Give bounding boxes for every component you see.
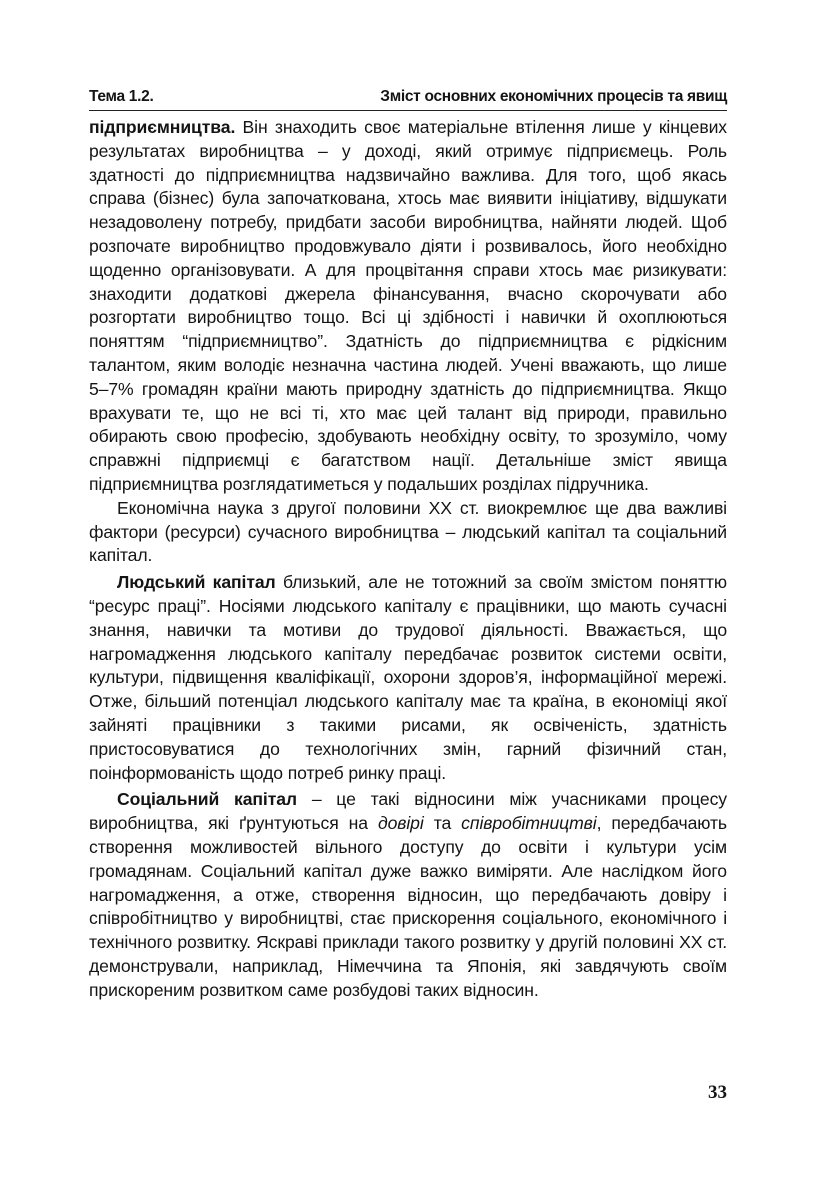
paragraph-text: Він знаходить своє матеріальне втілення лише у кінцевих результатах виробництва – у доході, який отримує підприємець. Роль здатності до підприємництва надзвичайно важлива. Для того, щоб якась справа (бізнес) була започаткована, хтось має виявити ініціативу, відшукати незадоволену потребу, придбати засоби виробництва, найняти людей. Щоб розпочате виробництво продовжувало діяти і розвивалось, його необхідно щоденно організовувати. А для процвітання справи хтось має ризикувати: знаходити додаткові джерела фінансування, вчасно скорочувати або розгортати виробництво тощо. Всі ці здібності і навички й охоплюються поняттям “підприємництво”. Здатність до підприємництва є рідкісним талантом, яким володіє незначна частина людей. Учені вважають, що лише 5–7% громадян країни мають природну здатність до підприємництва. Якщо врахувати те, що не всі ті, хто має цей талант від природи, правильно обирають свою професію, здобувають необхідну освіту, то зрозуміло, чому справжні підприємці є багатством нації. Детальніше зміст явища підприємництва розглядатиметься у подальших розділах підручника. [89,117,727,494]
section-title: Зміст основних економічних процесів та явищ [380,88,727,105]
paragraph-text: та [423,813,462,834]
emphasis-cooperation: співробітництві [461,813,597,834]
body-text [89,116,727,1002]
paragraph-new-factors [89,497,727,568]
topic-label: Тема 1.2. [89,88,154,105]
paragraph-text: Економічна наука з другої половини XX ст. виокремлює ще два важливі фактори (ресурси) сучасного виробництва – людський капітал та соціальний капітал. [89,497,727,566]
paragraph-text: близький, але не тотожний за своїм змістом поняттю “ресурс праці”. Носіями людського капіталу є працівники, що мають сучасні знання, навички та мотиви до трудової діяльності. Вважається, що нагромадження людського капіталу передбачає розвиток системи освіти, культури, підвищення кваліфікації, охорони здоров’я, інформаційної мережі. Отже, більший потенціал людського капіталу має та країна, в економіці якої зайняті працівники з такими рисами, як освіченість, здатність пристосовуватися до технологічних змін, гарний фізичний стан, поінформованість щодо потреб ринку праці. [89,572,727,783]
term-social-capital: Соціальний капітал [117,789,297,810]
term-entrepreneurship: підприємництва. [89,117,236,137]
paragraph-human-capital [89,571,727,785]
page-number: 33 [708,1082,727,1103]
emphasis-trust: довірі [377,813,424,834]
paragraph-text: , передбачають створення можливостей вільного доступу до освіти і культури усім громадянам. Соціальний капітал дуже важко виміряти. Але наслідком його нагромадження, а отже, створення відносин, що передбачають довіру і співробітництво у виробництві, стає прискорення соціального, економічного і технічного розвитку. Яскраві приклади такого розвитку у другій половині XX ст. демонстрували, наприклад, Німеччина та Японія, які завдячують своїм прискореним розвитком саме розбудові таких відносин. [89,813,727,1000]
paragraph-social-capital [89,788,727,1002]
paragraph-entrepreneurship [89,116,727,497]
paragraph-text: – це такі відносини між учасниками процесу виробництва, які ґрунтуються на [89,789,727,834]
running-head [89,88,727,111]
term-human-capital: Людський капітал [117,572,276,593]
